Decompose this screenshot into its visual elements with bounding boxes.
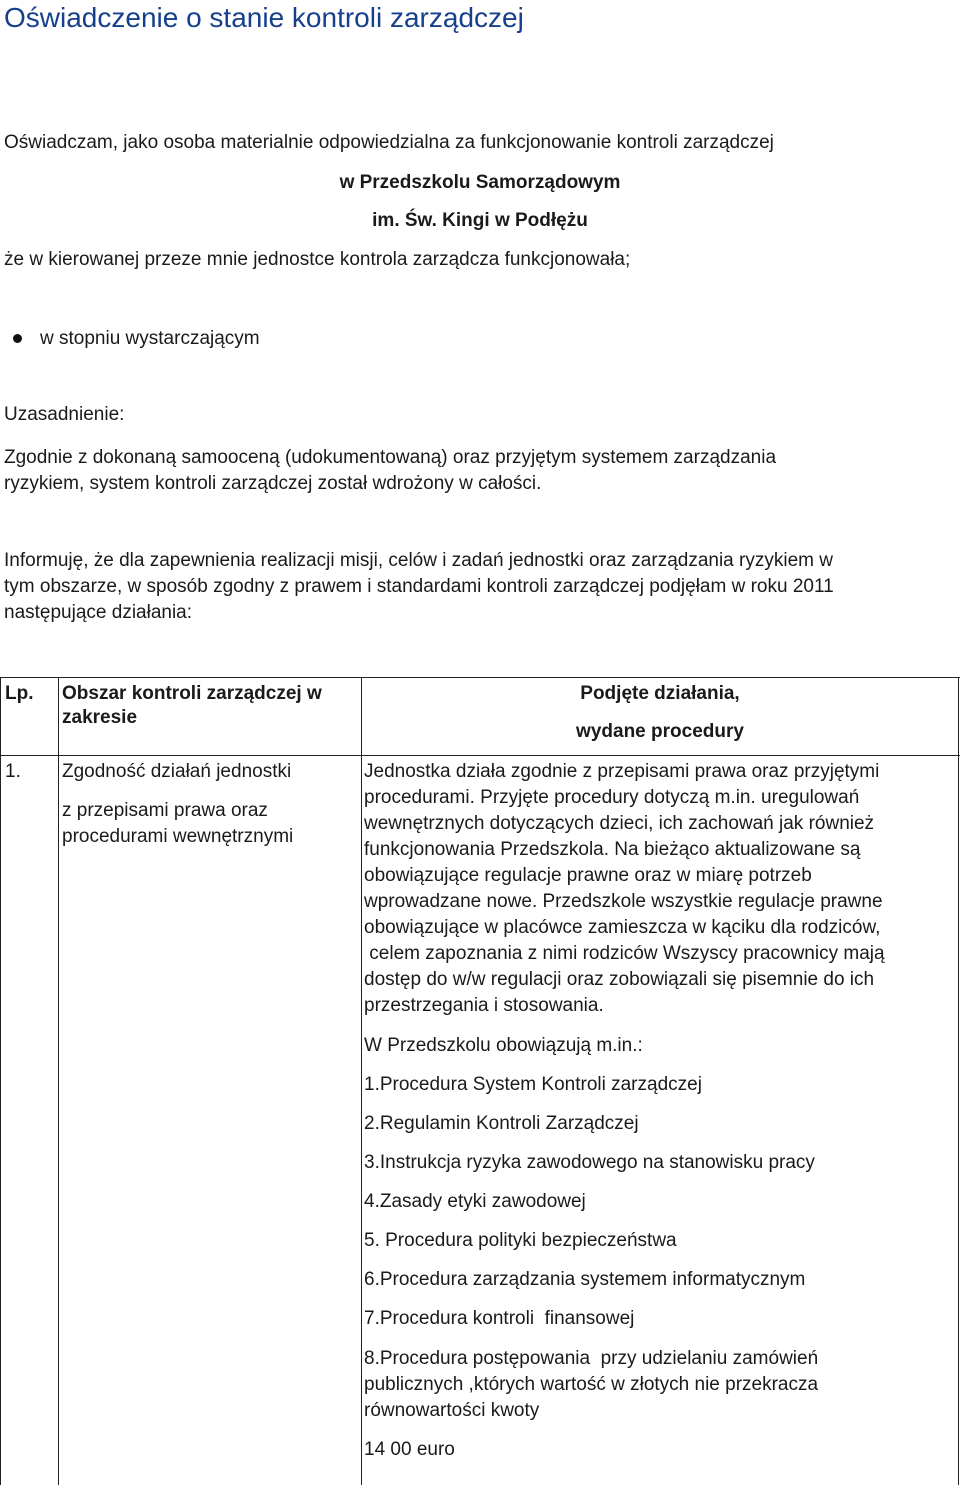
bullet-icon xyxy=(13,334,22,343)
unit-name-line-1: w Przedszkolu Samorządowym xyxy=(339,172,621,193)
header-actions: wydane procedury xyxy=(576,721,744,742)
actions-text: Jednostka działa zgodnie z przepisami prawa oraz przyjętymi xyxy=(364,761,880,782)
justification-line: ryzykiem, system kontroli zarządczej został wdrożony w całości. xyxy=(4,473,542,494)
procedure-item: równowartości kwoty xyxy=(364,1400,540,1421)
info-line: Informuję, że dla zapewnienia realizacji misji, celów i zadań jednostki oraz zarządzania ryzykiem w xyxy=(4,550,833,571)
procedures-intro: W Przedszkolu obowiązują m.in.: xyxy=(364,1035,643,1056)
procedure-item: 2.Regulamin Kontroli Zarządczej xyxy=(364,1113,639,1134)
area-text: Zgodność działań jednostki xyxy=(62,761,292,782)
actions-text: procedurami. Przyjęte procedury dotyczą m.in. uregulowań xyxy=(364,787,860,808)
info-line: tym obszarze, w sposób zgodny z prawem i standardami kontroli zarządczej podjęłam w roku 2011 xyxy=(4,576,834,597)
area-text: procedurami wewnętrznymi xyxy=(62,826,294,847)
table-left-border xyxy=(0,677,1,1485)
procedure-item: 6.Procedura zarządzania systemem informatycznym xyxy=(364,1269,806,1290)
procedure-item: 8.Procedura postępowania przy udzielaniu zamówień xyxy=(364,1348,819,1369)
declaration-continuation: że w kierowanej przeze mnie jednostce kontrola zarządcza funkcjonowała; xyxy=(4,249,631,270)
justification-line: Zgodnie z dokonaną samooceną (udokumentowaną) oraz przyjętym systemem zarządzania xyxy=(4,447,777,468)
header-lp: Lp. xyxy=(5,683,34,704)
header-area: zakresie xyxy=(62,707,138,728)
selected-option: w stopniu wystarczającym xyxy=(40,328,260,349)
actions-text: wewnętrznych dotyczących dzieci, ich zachowań jak również xyxy=(364,813,875,834)
procedure-item: 3.Instrukcja ryzyka zawodowego na stanowisku pracy xyxy=(364,1152,815,1173)
info-line: następujące działania: xyxy=(4,602,193,623)
table-right-border xyxy=(958,677,959,1485)
actions-text: funkcjonowania Przedszkola. Na bieżąco aktualizowane są xyxy=(364,839,861,860)
header-area: Obszar kontroli zarządczej w xyxy=(62,683,322,704)
justification-heading: Uzasadnienie: xyxy=(4,404,125,425)
table-column-divider xyxy=(361,677,362,1485)
header-actions: Podjęte działania, xyxy=(580,683,740,704)
procedure-item: 7.Procedura kontroli finansowej xyxy=(364,1308,635,1329)
procedure-item: 4.Zasady etyki zawodowej xyxy=(364,1191,586,1212)
amount-value: 14 00 euro xyxy=(364,1439,455,1460)
document-title: Oświadczenie o stanie kontroli zarządczej xyxy=(4,2,524,33)
table-header-separator xyxy=(0,755,960,756)
procedure-item: 1.Procedura System Kontroli zarządczej xyxy=(364,1074,702,1095)
table-column-divider xyxy=(58,677,59,1485)
table-top-border xyxy=(0,677,960,678)
actions-text: wprowadzane nowe. Przedszkole wszystkie regulacje prawne xyxy=(364,891,883,912)
row-number: 1. xyxy=(5,761,21,782)
actions-text: obowiązujące regulacje prawne oraz w miarę potrzeb xyxy=(364,865,812,886)
procedure-item: 5. Procedura polityki bezpieczeństwa xyxy=(364,1230,677,1251)
declaration-intro: Oświadczam, jako osoba materialnie odpowiedzialna za funkcjonowanie kontroli zarządczej xyxy=(4,132,774,153)
unit-name-line-2: im. Św. Kingi w Podłężu xyxy=(372,210,588,231)
actions-text: celem zapoznania z nimi rodziców Wszyscy pracownicy mają xyxy=(364,943,885,964)
actions-text: przestrzegania i stosowania. xyxy=(364,995,604,1016)
actions-text: dostęp do w/w regulacji oraz zobowiązali się pisemnie do ich xyxy=(364,969,875,990)
area-text: z przepisami prawa oraz xyxy=(62,800,268,821)
procedure-item: publicznych ,których wartość w złotych nie przekracza xyxy=(364,1374,819,1395)
actions-text: obowiązujące w placówce zamieszcza w kąciku dla rodziców, xyxy=(364,917,881,938)
